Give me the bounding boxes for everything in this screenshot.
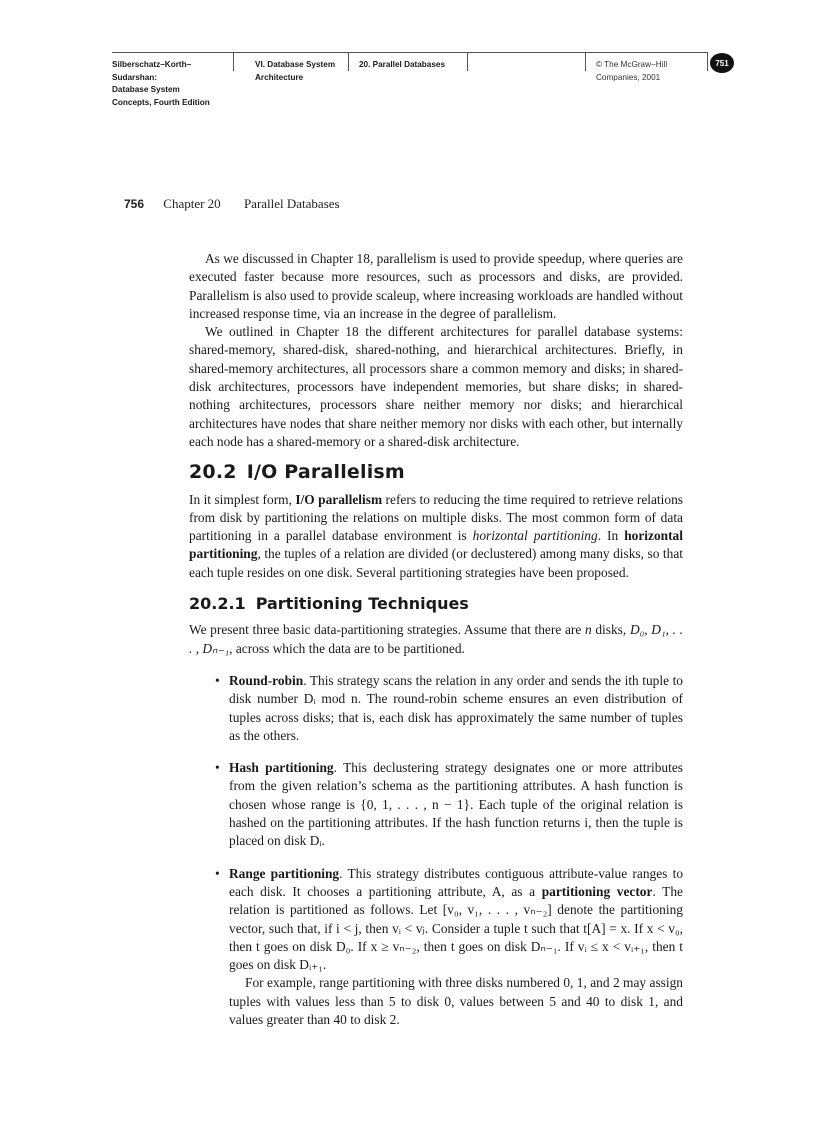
strategy-term: Hash partitioning (229, 760, 334, 776)
header-copyright-line: Companies, 2001 (596, 72, 661, 82)
section-heading (189, 461, 683, 484)
bullet-icon: • (215, 865, 220, 881)
chapter-label: Chapter 20 (163, 196, 221, 211)
subsection-title: Partitioning Techniques (255, 594, 469, 614)
header-book-title (112, 52, 230, 107)
example-paragraph: For example, range partitioning with three disks numbered 0, 1, and 2 may assign tuples with values less than 5 to disk 0, values between 5 and 40 to disk 1, and values greater than 40 to disk 2. (229, 975, 683, 1027)
header-divider (348, 52, 349, 71)
text-run: . In (597, 528, 625, 544)
strategy-text: . The relation is partitioned as follows. Let [v₀, v₁, . . . , vₙ₋₂] denote the partitioning vector, such that, if i < j, then vᵢ < vⱼ. Consider a tuple t such that t[A] = x. If x < v₀, then t goes on disk D₀. If x ≥ vₙ₋₂, then t goes on disk Dₙ₋₁. If vᵢ ≤ x < vᵢ₊₁, then t goes on disk Dᵢ₊₁. (229, 883, 683, 973)
bullet-icon: • (215, 760, 220, 776)
page-body (189, 250, 683, 1043)
running-head (124, 196, 340, 212)
section-number: 20.2 (189, 461, 237, 484)
intro-paragraph: We outlined in Chapter 18 the different architectures for parallel database systems: shared-memory, shared-disk, shared-nothing, and hierarchical architectures. Briefly, in shared-memory architectures, all processors share a common memory and disks; in shared-disk architectures, processors have independent memories, but share disks; in shared-nothing architectures, processors share neither memory nor disks; and hierarchical architectures have nodes that share neither memory nor disks with each other, but internally each node has a shared-memory or a shared-disk architecture. (189, 324, 683, 449)
document-header (112, 52, 732, 112)
section-title: I/O Parallelism (246, 461, 405, 484)
subsection-lead (189, 621, 683, 658)
defined-term: I/O parallelism (295, 491, 383, 507)
text-run: refers to reducing the time required to retrieve relations from disk by partitioning the relations on multiple disks. The most common form of data partitioning in a parallel database environment is (189, 491, 683, 544)
header-chapter (359, 52, 474, 83)
strategy-list (189, 672, 683, 1029)
header-divider (467, 52, 468, 71)
subsection-heading (189, 595, 683, 613)
header-divider (233, 52, 234, 71)
section-paragraph (189, 491, 683, 582)
page-badge: 751 (710, 53, 734, 73)
header-book-line: Silberschatz–Korth–Sudarshan: (112, 60, 192, 82)
header-chapter-line: 20. Parallel Databases (359, 60, 446, 69)
subsection-number: 20.2.1 (189, 594, 246, 614)
emphasis-term: horizontal partitioning (472, 528, 598, 544)
list-item (215, 759, 683, 850)
header-part-line: Architecture (255, 72, 304, 82)
strategy-text: . This strategy distributes contiguous attribute-value ranges to each disk. It chooses a partitioning attribute, A, as a (229, 865, 684, 899)
header-copyright-line: © The McGraw−Hill (596, 60, 668, 69)
header-book-line: Database System (112, 85, 180, 94)
page-number: 756 (124, 197, 145, 211)
bullet-icon: • (215, 672, 220, 688)
math-run: D₀, D₁, . . . , Dₙ₋₁ (189, 622, 684, 656)
header-book-line: Concepts, Fourth Edition (112, 97, 210, 107)
header-divider (585, 52, 586, 71)
defined-term: horizontal partitioning (189, 528, 683, 562)
chapter-title: Parallel Databases (243, 196, 340, 211)
list-item (215, 865, 684, 1030)
strategy-term: Round-robin (229, 672, 304, 688)
text-run: , the tuples of a relation are divided (or declustered) among many disks, so that each tuple resides on one disk. Several partitioning strategies have been proposed. (189, 546, 683, 580)
text-run: disks, (591, 622, 630, 638)
text-run: , across which the data are to be partitioned. (229, 640, 465, 656)
header-part-line: VI. Database System (255, 60, 336, 69)
math-run: n (584, 622, 592, 638)
defined-term: partitioning vector (541, 883, 653, 899)
text-run: We present three basic data-partitioning strategies. Assume that there are (189, 622, 585, 638)
header-part (255, 52, 355, 83)
strategy-text: . This strategy scans the relation in any order and sends the ith tuple to disk number Dᵢ mod n. The round-robin scheme ensures an even distribution of tuples across disks; that is, each disk has approximately the same number of tuples as the others. (229, 672, 683, 743)
intro-paragraph: As we discussed in Chapter 18, parallelism is used to provide speedup, where queries are executed faster because more resources, such as processors and disks, are provided. Parallelism is also used to provide scaleup, where increasing workloads are handled without increased response time, via an increase in the degree of parallelism. (189, 251, 683, 321)
strategy-text: . This declustering strategy designates one or more attributes from the given relation’s schema as the partitioning attributes. A hash function is chosen whose range is {0, 1, . . . , n − 1}. Each tuple of the original relation is hashed on the partitioning attributes. If the hash function returns i, then the tuple is placed on disk Dᵢ. (229, 760, 683, 849)
header-copyright (596, 52, 696, 83)
text-run: In it simplest form, (189, 491, 296, 507)
header-divider (707, 52, 708, 71)
strategy-term: Range partitioning (229, 865, 340, 881)
list-item (215, 672, 683, 745)
